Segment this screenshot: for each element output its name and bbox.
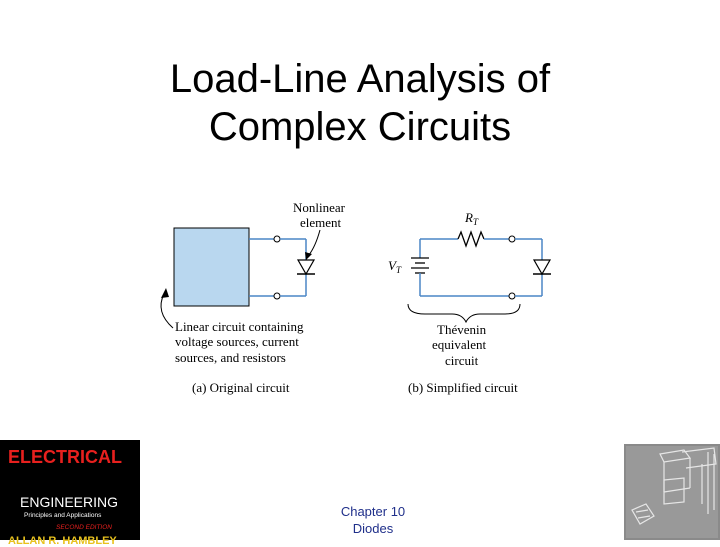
arrow-linear [161,294,173,328]
arrowhead-nonlinear [305,252,312,260]
title-line-2: Complex Circuits [208,105,512,149]
terminal-top-a [274,236,280,242]
caption-a: (a) Original circuit [192,380,290,395]
diode-b [533,260,551,274]
caption-b: (b) Simplified circuit [408,380,518,395]
terminal-top-b [509,236,515,242]
label-thevenin-1: Thévenin [437,322,487,337]
logo-tagline: Principles and Applications [24,512,102,519]
logo-subtitle: ENGINEERING [20,494,119,510]
chapter-footer [300,503,446,537]
brace-thevenin [408,304,520,322]
label-vt: $V_T$ [388,258,401,275]
label-linear-2: voltage sources, current [175,334,299,349]
terminal-bottom-b [509,293,515,299]
logo-author: ALLAN R. HAMBLEY [8,535,117,547]
logo-title: ELECTRICAL [8,447,122,467]
circuit-figure [140,190,560,410]
corner-illustration [624,444,720,540]
voltage-source-vt [411,258,429,273]
chapter-number: Chapter 10 [340,504,406,519]
terminal-bottom-a [274,293,280,299]
label-linear-1: Linear circuit containing [175,319,304,334]
label-nonlinear-2: element [300,215,342,230]
label-rt: $R_T$ [465,210,478,227]
chapter-topic: Diodes [352,521,394,536]
diode-a [297,260,315,274]
label-thevenin-2: equivalent [432,337,487,352]
arrowhead-linear [161,288,169,298]
title-line-1: Load-Line Analysis of [169,57,551,101]
label-nonlinear-1: Nonlinear [293,200,345,215]
arrow-nonlinear [308,230,320,256]
resistor-rt [458,232,484,246]
slide-title [0,55,720,151]
linear-circuit-box [174,228,249,306]
label-linear-3: sources, and resistors [175,350,286,365]
label-thevenin-3: circuit [445,353,479,368]
logo-edition: SECOND EDITION [56,524,112,531]
book-logo [0,440,140,547]
